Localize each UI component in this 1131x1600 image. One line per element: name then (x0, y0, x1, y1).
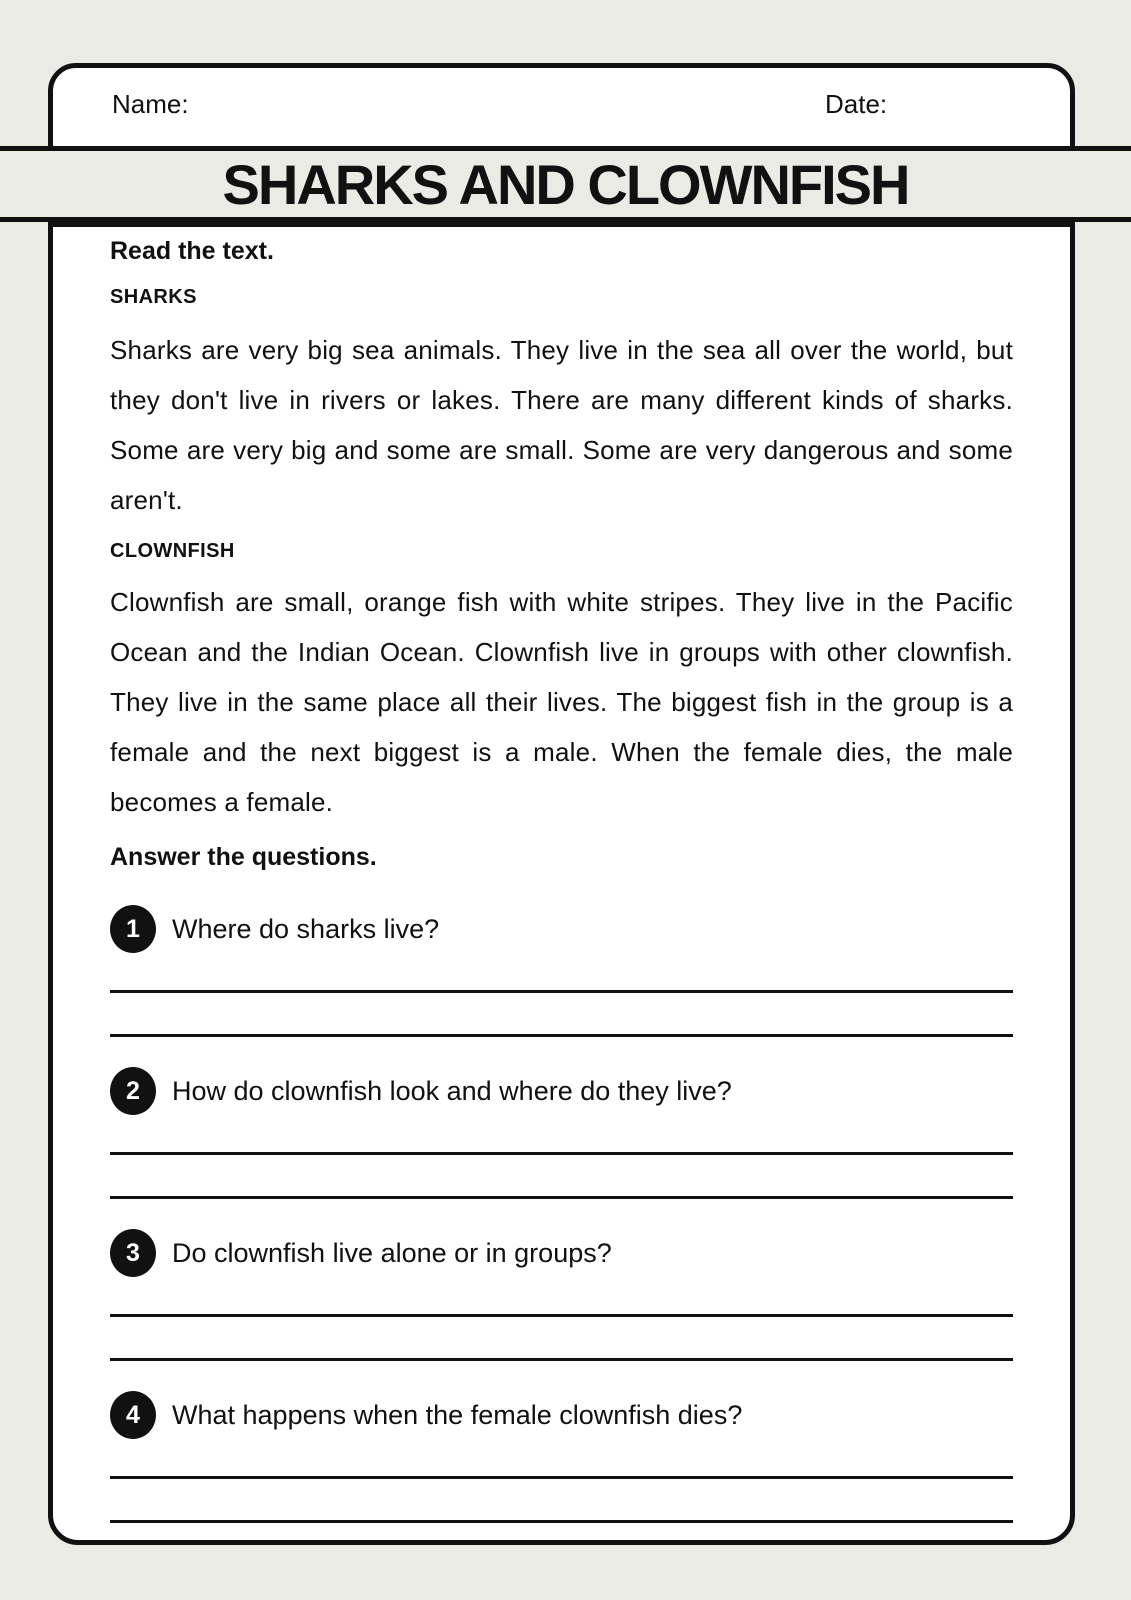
clownfish-passage: Clownfish are small, orange fish with white stripes. They live in the Pacific Ocean and the Indian Ocean. Clownfish live in groups with other clownfish. They live in the same place all their lives. The biggest fish in the group is a female and the next biggest is a male. When the female dies, the male becomes a female. (110, 587, 1013, 817)
answer-line[interactable] (110, 1314, 1013, 1317)
question-text: Where do sharks live? (172, 914, 440, 944)
question-block-1 (110, 905, 1013, 1037)
question-row (110, 1391, 1013, 1439)
question-number-badge: 1 (110, 905, 156, 953)
question-number-badge: 4 (110, 1391, 156, 1439)
question-row (110, 905, 1013, 953)
question-block-4 (110, 1391, 1013, 1523)
answer-line[interactable] (110, 1152, 1013, 1155)
question-row (110, 1067, 1013, 1115)
answer-line[interactable] (110, 1476, 1013, 1479)
question-row (110, 1229, 1013, 1277)
content-box (48, 222, 1075, 1545)
clownfish-heading: CLOWNFISH (110, 540, 235, 562)
answer-instruction: Answer the questions. (110, 843, 377, 871)
sharks-passage: Sharks are very big sea animals. They live in the sea all over the world, but they don't live in rivers or lakes. There are many different kinds of sharks. Some are very big and some are small. Some are very dangerous and some aren't. (110, 335, 1013, 515)
answer-line[interactable] (110, 1520, 1013, 1523)
name-write-area[interactable] (203, 78, 763, 138)
date-write-area[interactable] (903, 78, 1063, 138)
question-number-badge: 3 (110, 1229, 156, 1277)
answer-line[interactable] (110, 1358, 1013, 1361)
read-instruction: Read the text. (110, 237, 274, 265)
question-text: How do clownfish look and where do they live? (172, 1076, 732, 1106)
sharks-heading: SHARKS (110, 286, 197, 308)
date-label: Date: (825, 89, 888, 119)
question-number-badge: 2 (110, 1067, 156, 1115)
name-label: Name: (112, 89, 189, 119)
question-block-3 (110, 1229, 1013, 1361)
answer-line[interactable] (110, 1196, 1013, 1199)
title-band (0, 146, 1131, 222)
page-title: SHARKS AND CLOWNFISH (222, 152, 909, 216)
question-block-2 (110, 1067, 1013, 1199)
question-text: Do clownfish live alone or in groups? (172, 1238, 612, 1268)
answer-line[interactable] (110, 1034, 1013, 1037)
question-text: What happens when the female clownfish dies? (172, 1400, 743, 1430)
answer-line[interactable] (110, 990, 1013, 993)
